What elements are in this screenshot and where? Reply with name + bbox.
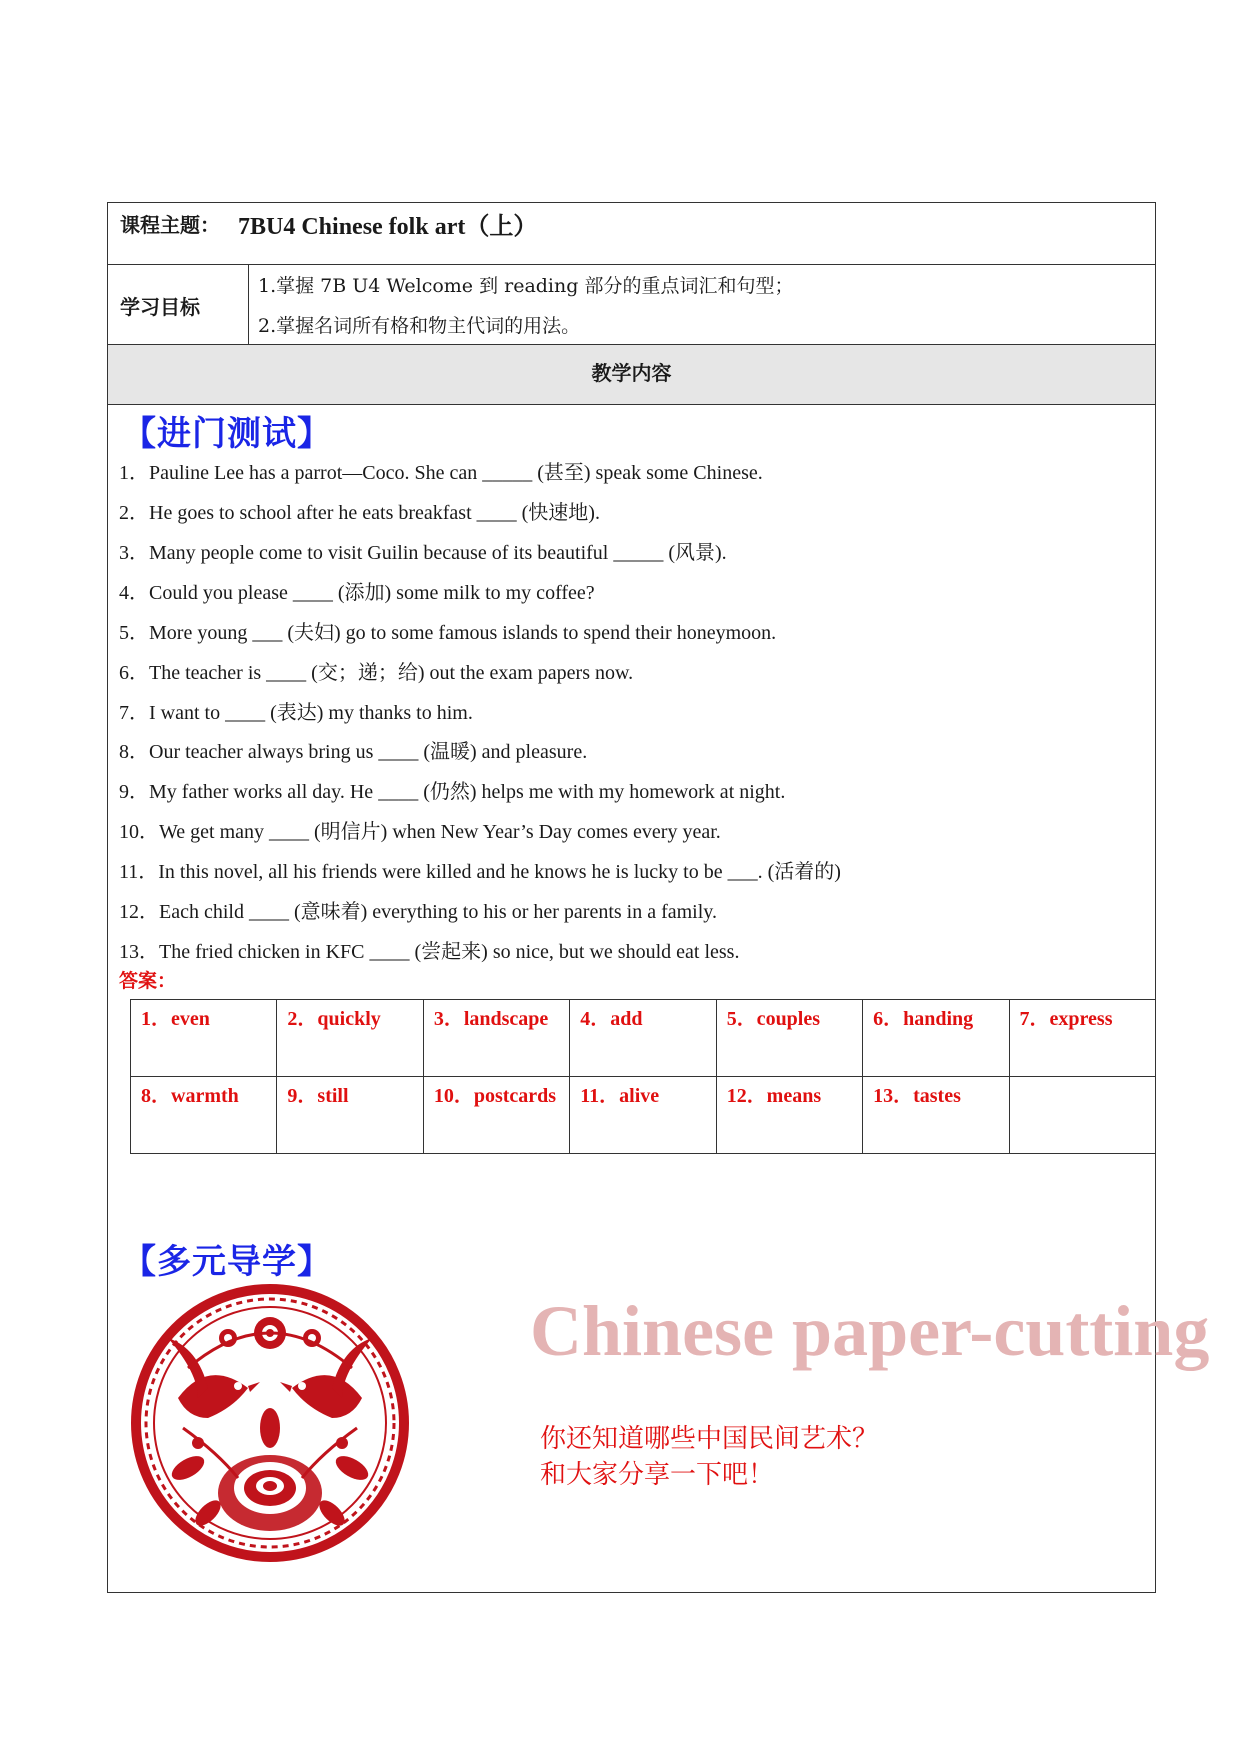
question-5: 5．More young ___ (夫妇) go to some famous islands to spend their honeymoon. xyxy=(119,622,777,644)
question-12: 12．Each child ____ (意味着) everything to his or her parents in a family. xyxy=(119,901,717,923)
question-3: 3．Many people come to visit Guilin because of its beautiful _____ (风景). xyxy=(119,542,727,564)
paper-cutting-banner: Chinese paper-cutting xyxy=(530,1291,1210,1371)
answer-row xyxy=(131,1000,1156,1077)
question-9: 9．My father works all day. He ____ (仍然) helps me with my homework at night. xyxy=(119,781,786,803)
question-13: 13．The fried chicken in KFC ____ (尝起来) so nice, but we should eat less. xyxy=(119,941,740,963)
answer-cell: 10．postcards xyxy=(423,1077,569,1154)
section-guided-learning-heading: 【多元导学】 xyxy=(122,1242,332,1282)
answer-cell: 9．still xyxy=(277,1077,423,1154)
question-7: 7．I want to ____ (表达) my thanks to him. xyxy=(119,702,473,724)
question-1: 1．Pauline Lee has a parrot—Coco. She can _____ (甚至) speak some Chinese. xyxy=(119,462,763,484)
learning-goals-label: 学习目标 xyxy=(120,295,200,319)
answer-cell: 6．handing xyxy=(863,1000,1009,1077)
answer-cell: 12．means xyxy=(716,1077,862,1154)
teaching-content-label: 教学内容 xyxy=(591,361,672,385)
course-topic-row xyxy=(108,203,1155,265)
answer-cell: 1．even xyxy=(131,1000,277,1077)
answer-cell: 4．add xyxy=(570,1000,716,1077)
answer-cell: 7．express xyxy=(1009,1000,1155,1077)
learning-goals-row xyxy=(108,265,1155,345)
question-6: 6．The teacher is ____ (交；递；给) out the exam papers now. xyxy=(119,662,634,684)
answer-cell: 11．alive xyxy=(570,1077,716,1154)
question-2: 2．He goes to school after he eats breakfast ____ (快速地). xyxy=(119,502,600,524)
goal-item-2: 2.掌握名词所有格和物主代词的用法。 xyxy=(258,315,581,337)
question-10: 10．We get many ____ (明信片) when New Year’s Day comes every year. xyxy=(119,821,721,843)
answer-cell: 3．landscape xyxy=(423,1000,569,1077)
discussion-prompt-line-1: 你还知道哪些中国民间艺术？ xyxy=(540,1424,879,1454)
course-topic-title: 7BU4 Chinese folk art（上） xyxy=(238,214,538,240)
red-papercut-birds-peony-icon xyxy=(128,1278,412,1568)
answer-cell: 13．tastes xyxy=(863,1077,1009,1154)
answer-cell: 8．warmth xyxy=(131,1077,277,1154)
goals-divider xyxy=(248,265,249,344)
goal-item-1: 1.掌握 7B U4 Welcome 到 reading 部分的重点词汇和句型； xyxy=(258,275,794,297)
answers-label: 答案： xyxy=(119,970,177,992)
answer-cell: 5．couples xyxy=(716,1000,862,1077)
answer-cell xyxy=(1009,1077,1155,1154)
answer-cell: 2．quickly xyxy=(277,1000,423,1077)
answer-row xyxy=(131,1077,1156,1154)
discussion-prompt-line-2: 和大家分享一下吧！ xyxy=(540,1460,775,1490)
course-topic-label: 课程主题： xyxy=(120,213,220,237)
answer-table xyxy=(130,999,1156,1154)
question-4: 4．Could you please ____ (添加) some milk to my coffee? xyxy=(119,582,595,604)
teaching-content-header xyxy=(108,345,1155,405)
question-8: 8．Our teacher always bring us ____ (温暖) and pleasure. xyxy=(119,741,588,763)
section-entry-test-heading: 【进门测试】 xyxy=(122,414,332,454)
question-11: 11．In this novel, all his friends were killed and he knows he is lucky to be ___. (活着的) xyxy=(119,861,841,883)
